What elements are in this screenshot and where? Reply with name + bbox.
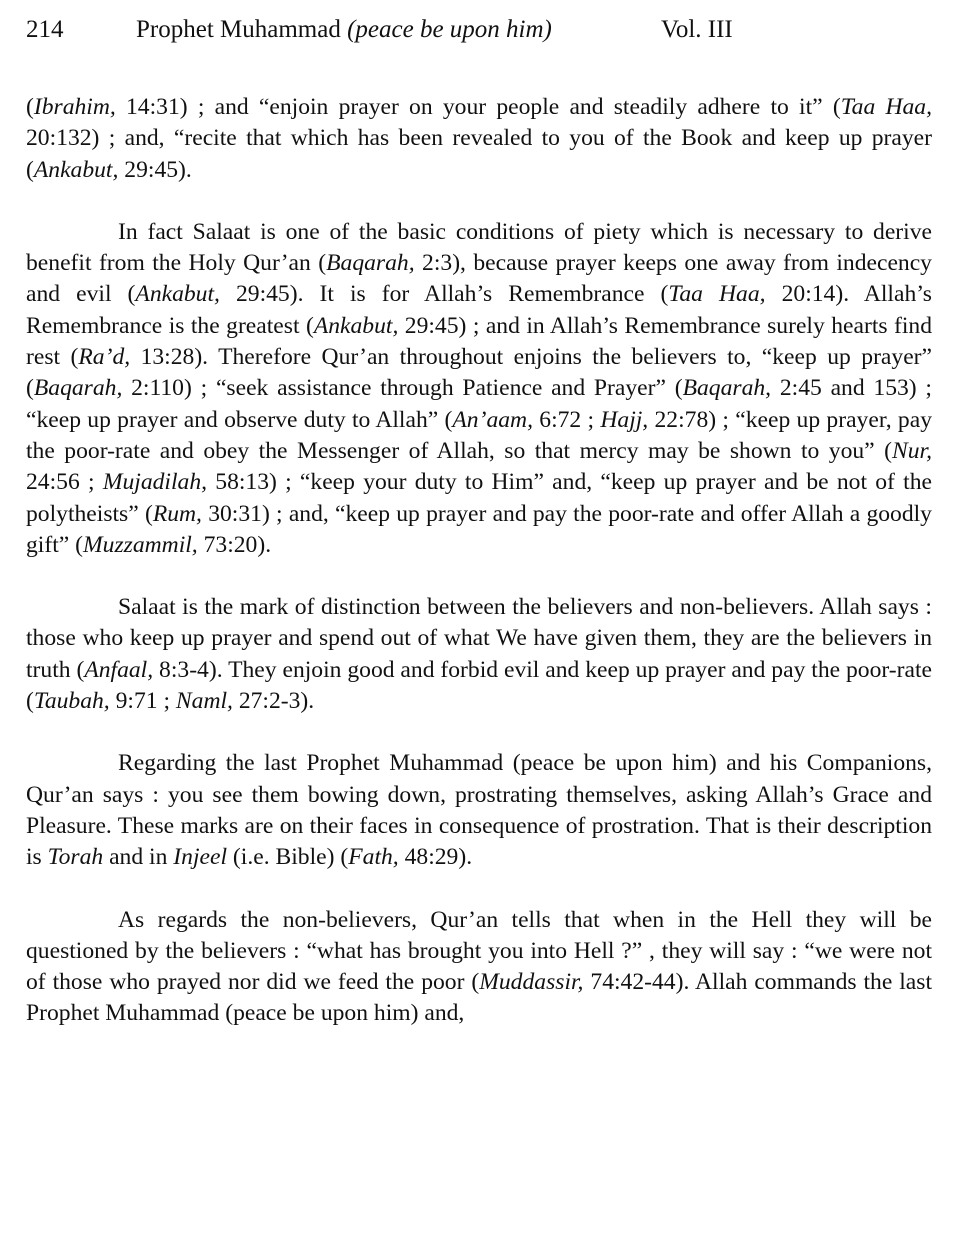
volume-label: Vol. III bbox=[661, 16, 733, 43]
paragraph-2: In fact Salaat is one of the basic conditions of piety which is necessary to derive benefit from the Holy Qur’an (Baqarah, 2:3), because prayer keeps one away from indecency and evil (Ankabut, 29:45). It is for Allah’s Remembrance (Taa Haa, 20:14). Allah’s Remembrance is the greatest (Ankabut, 29:45) ; and in Allah’s Remembrance surely hearts find rest (Ra’d, 13:28). Therefore Qur’an throughout enjoins the believers to, “keep up prayer” (Baqarah, 2:110) ; “seek assistance through Patience and Prayer” (Baqarah, 2:45 and 153) ; “keep up prayer and observe duty to Allah” (An’aam, 6:72 ; Hajj, 22:78) ; “keep up prayer, pay the poor-rate and obey the Messenger of Allah, so that mercy may be shown to you” (Nur, 24:56 ; Mujadilah, 58:13) ; “keep your duty to Him” and, “keep up prayer and be not of the polytheists” (Rum, 30:31) ; and, “keep up prayer and pay the poor-rate and offer Allah a goodly gift” (Muzzammil, 73:20). bbox=[26, 218, 933, 558]
paragraph-4: Regarding the last Prophet Muhammad (peace be upon him) and his Companions, Qur’an says : you see them bowing down, prostrating themselves, asking Allah’s Grace and Pleasure. These marks are on their faces in consequence of prostration. That is their description is Torah and in Injeel (i.e. Bible) (Fath, 48:29). bbox=[26, 750, 932, 871]
paragraph-3: Salaat is the mark of distinction between the believers and non-believers. Allah says : those who keep up prayer and spend out of what We have given them, they are the believers in truth (Anfaal, 8:3-4). They enjoin good and forbid evil and keep up prayer and pay the poor-rate (Taubah, 9:71 ; Naml, 27:2-3). bbox=[26, 594, 932, 715]
running-title: Prophet Muhammad (peace be upon him) bbox=[136, 16, 552, 43]
paragraph-1: (Ibrahim, 14:31) ; and “enjoin prayer on your people and steadily adhere to it” (Taa Haa, 20:132) ; and, “recite that which has been revealed to you of the Book and keep up prayer (Ankabut, 29:45). bbox=[26, 94, 932, 183]
running-header bbox=[26, 16, 932, 56]
book-page bbox=[26, 16, 932, 1030]
page-number: 214 bbox=[26, 16, 64, 43]
paragraph-5: As regards the non-believers, Qur’an tells that when in the Hell they will be questioned by the believers : “what has brought you into Hell ?” , they will say : “we were not of those who prayed nor did we feed the poor (Muddassir, 74:42-44). Allah commands the last Prophet Muhammad (peace be upon him) and, bbox=[26, 906, 932, 1027]
